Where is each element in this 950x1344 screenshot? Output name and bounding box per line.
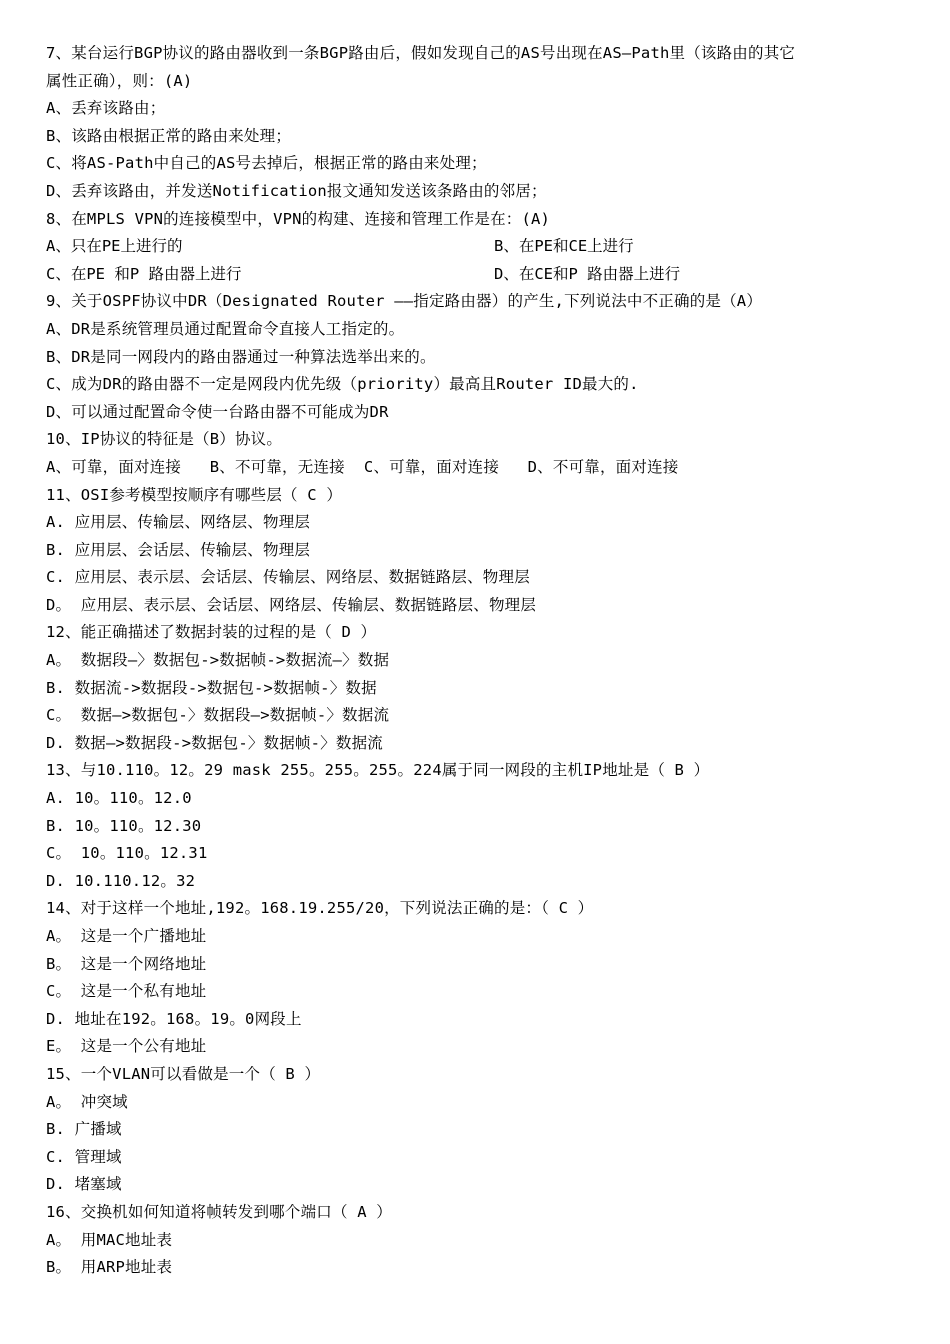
question-12-option-b: B. 数据流->数据段->数据包->数据帧-〉数据 (46, 678, 377, 697)
question-12-option-c: C。 数据—>数据包-〉数据段—>数据帧-〉数据流 (46, 706, 390, 725)
question-12-option-a: A。 数据段—〉数据包->数据帧->数据流—〉数据 (46, 651, 390, 670)
question-15-option-d: D. 堵塞域 (46, 1175, 122, 1194)
question-8-stem: 8、在MPLS VPN的连接模型中，VPN的构建、连接和管理工作是在：(A) (46, 209, 551, 228)
question-13-option-c: C。 10。110。12.31 (46, 844, 208, 863)
question-13-stem: 13、与10.110。12。29 mask 255。255。255。224属于同一网段的主机IP地址是（ B ） (46, 761, 710, 780)
question-11-option-c: C. 应用层、表示层、会话层、传输层、网络层、数据链路层、物理层 (46, 568, 530, 587)
question-9-stem: 9、关于OSPF协议中DR（Designated Router ——指定路由器）的产生,下列说法中不正确的是（A） (46, 292, 763, 311)
question-7-option-d: D、丢弃该路由，并发送Notification报文通知发送该条路由的邻居； (46, 181, 547, 200)
question-8-option-c: C、在PE 和P 路由器上进行 (46, 264, 242, 283)
question-15-option-c: C. 管理域 (46, 1147, 122, 1166)
question-14-option-e: E。 这是一个公有地址 (46, 1037, 207, 1056)
question-7-option-c: C、将AS-Path中自己的AS号去掉后，根据正常的路由来处理； (46, 154, 487, 173)
question-14-option-a: A。 这是一个广播地址 (46, 927, 207, 945)
question-15-option-b: B. 广播域 (46, 1120, 122, 1139)
question-8-options-row-2 (46, 261, 916, 289)
document-page (46, 40, 916, 1282)
question-13-option-a: A. 10。110。12.0 (46, 789, 192, 808)
question-15-stem: 15、一个VLAN可以看做是一个（ B ） (46, 1064, 321, 1083)
question-16-stem: 16、交换机如何知道将帧转发到哪个端口（ A ） (46, 1202, 392, 1221)
question-10-options: A、可靠，面对连接 B、不可靠，无连接 C、可靠，面对连接 D、不可靠，面对连接 (46, 457, 679, 476)
question-7-stem: 7、某台运行BGP协议的路由器收到一条BGP路由后，假如发现自己的AS号出现在AS—Path里（该路由的其它 (46, 44, 796, 62)
question-13-option-b: B. 10。110。12.30 (46, 816, 202, 835)
question-7-stem-continued: 属性正确），则：(A) (46, 71, 193, 90)
question-11-option-a: A. 应用层、传输层、网络层、物理层 (46, 513, 311, 532)
question-9-option-b: B、DR是同一网段内的路由器通过一种算法选举出来的。 (46, 347, 436, 366)
question-11-option-d: D。 应用层、表示层、会话层、网络层、传输层、数据链路层、物理层 (46, 595, 537, 614)
question-12-stem: 12、能正确描述了数据封装的过程的是（ D ） (46, 623, 377, 642)
question-7-option-b: B、该路由根据正常的路由来处理； (46, 126, 292, 145)
question-16-option-a: A。 用MAC地址表 (46, 1230, 173, 1249)
question-13-option-d: D. 10.110.12。32 (46, 871, 196, 890)
question-12-option-d: D. 数据—>数据段->数据包-〉数据帧-〉数据流 (46, 733, 383, 752)
question-11-stem: 11、OSI参考模型按顺序有哪些层（ C ） (46, 485, 343, 504)
question-14-option-c: C。 这是一个私有地址 (46, 982, 207, 1001)
question-14-option-b: B。 这是一个网络地址 (46, 954, 207, 973)
question-9-option-a: A、DR是系统管理员通过配置命令直接人工指定的。 (46, 319, 405, 338)
question-16-option-b: B。 用ARP地址表 (46, 1258, 173, 1277)
question-8-option-a: A、只在PE上进行的 (46, 237, 183, 256)
question-7-option-a: A、丢弃该路由； (46, 99, 166, 118)
question-15-option-a: A。 冲突域 (46, 1092, 128, 1111)
question-9-option-c: C、成为DR的路由器不一定是网段内优先级（priority）最高且Router ID最大的. (46, 375, 639, 394)
question-10-stem: 10、IP协议的特征是（B）协议。 (46, 430, 283, 449)
question-9-option-d: D、可以通过配置命令使一台路由器不可能成为DR (46, 402, 389, 421)
question-8-option-b: B、在PE和CE上进行 (494, 237, 634, 256)
question-14-option-d: D. 地址在192。168。19。0网段上 (46, 1009, 302, 1028)
question-14-stem: 14、对于这样一个地址,192。168.19.255/20，下列说法正确的是：（ C ） (46, 899, 594, 918)
question-8-options-row-1 (46, 233, 916, 261)
question-8-option-d: D、在CE和P 路由器上进行 (494, 264, 681, 283)
question-11-option-b: B. 应用层、会话层、传输层、物理层 (46, 540, 311, 559)
